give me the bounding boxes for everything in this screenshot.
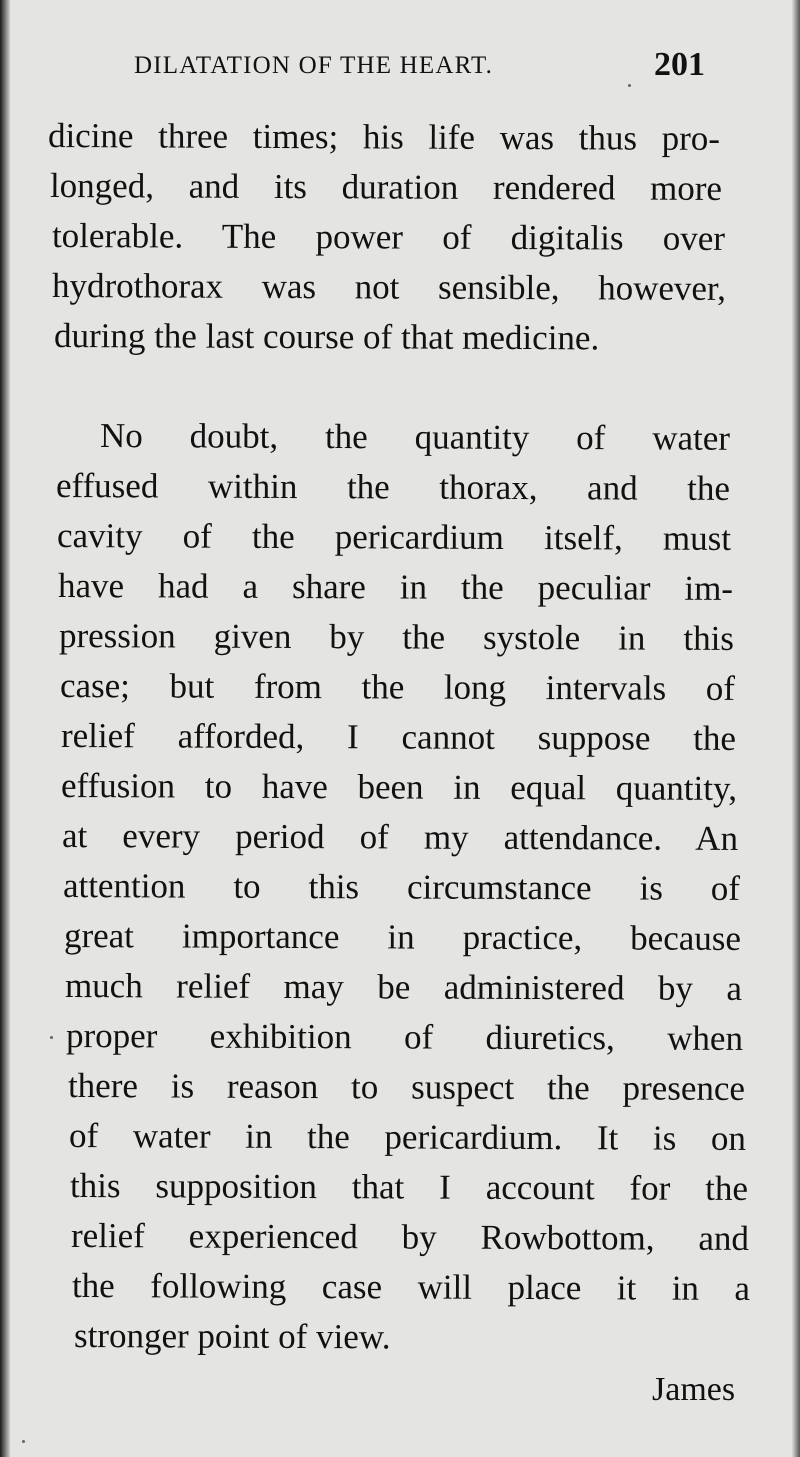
text-line: there is reason to suspect the presence [67,1066,746,1108]
text-line: of water in the pericardium. It is on [68,1116,747,1158]
text-line: effused within the thorax, and the [55,466,731,508]
text-line: attention to this circumstance is of [62,866,741,908]
text-line: tolerable. The power of digitalis over [51,216,726,258]
paper-speck [628,84,631,87]
text-line: great importance in practice, because [63,916,742,958]
paper-speck [50,1036,53,1039]
paper-speck [22,1440,25,1443]
text-line: stronger point of view. [73,1316,391,1357]
text-line: at every period of my attendance. An [61,816,739,858]
text-line: relief experienced by Rowbottom, and [70,1216,750,1258]
text-line: hydrothorax was not sensible, however, [51,266,727,308]
text-line: effusion to have been in equal quantity, [60,766,738,808]
text-line: during the last course of that medicine. [53,316,600,358]
text-line: pression given by the systole in this [58,616,735,658]
text-line: have had a share in the peculiar im- [57,566,734,608]
text-line: proper exhibition of diuretics, when [65,1016,744,1058]
text-line: relief afforded, I cannot suppose the [60,716,737,758]
text-line: much relief may be administered by a [64,966,743,1008]
running-head: DILATATION OF THE HEART. [134,52,494,79]
page-number: 201 [654,46,705,83]
text-line: case; but from the long intervals of [59,666,736,708]
text-line: cavity of the pericardium itself, must [56,516,732,558]
text-line: dicine three times; his life was thus pro- [47,116,721,158]
page-header [130,46,730,86]
text-line: this supposition that I account for the [69,1166,749,1208]
catchword: James [652,1371,736,1408]
text-line: No doubt, the quantity of water [99,416,731,458]
text-line: the following case will place it in a [71,1266,751,1308]
text-line: longed, and its duration rendered more [49,166,723,208]
